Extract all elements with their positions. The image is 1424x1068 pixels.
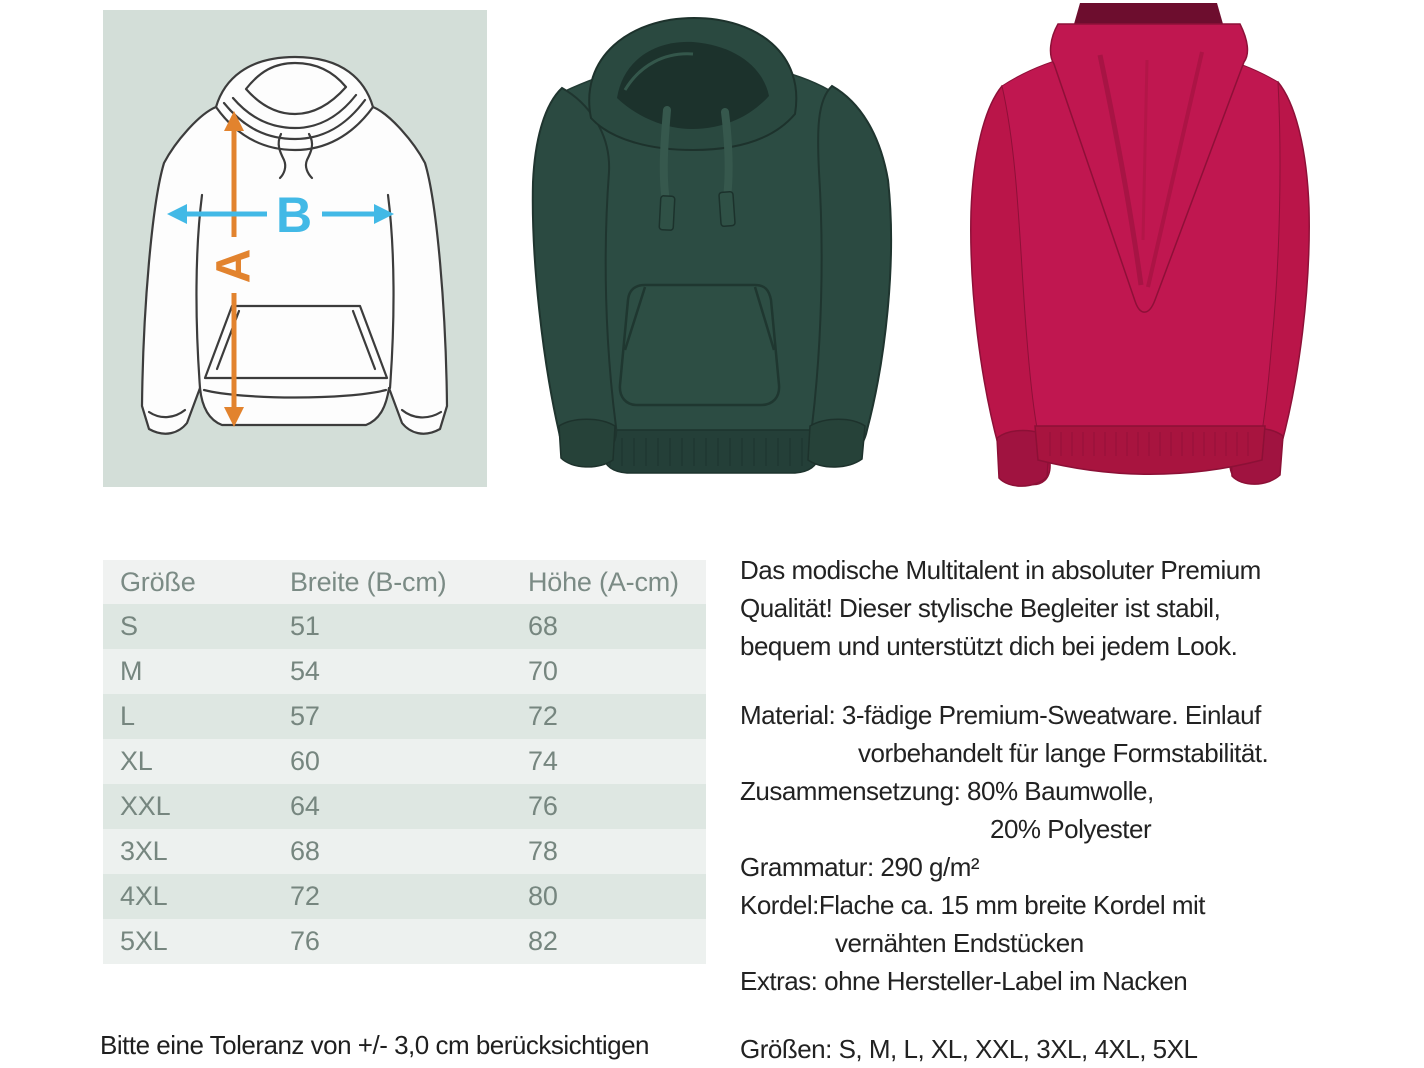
description-line: Zusammensetzung: 80% Baumwolle, (740, 776, 1154, 806)
width-cell: 51 (273, 604, 511, 649)
col-header-height: Höhe (A-cm) (511, 560, 706, 604)
size-row (103, 784, 706, 829)
description-spacer (740, 1000, 1400, 1030)
front-left-sleeve (533, 88, 616, 458)
size-row (103, 829, 706, 874)
size-diagram-panel (103, 10, 487, 487)
description-sizes-line: Größen: S, M, L, XL, XXL, 3XL, 4XL, 5XL (740, 1034, 1198, 1064)
height-cell: 80 (511, 874, 706, 919)
hoodie-front-graphic (505, 10, 935, 488)
description-line: Das modische Multitalent in absoluter Premium (740, 555, 1261, 585)
description-line: Qualität! Dieser stylische Begleiter ist stabil, (740, 593, 1221, 623)
height-cell: 72 (511, 694, 706, 739)
size-cell: 4XL (103, 874, 273, 919)
hoodie-back-graphic (950, 0, 1350, 490)
height-cell: 68 (511, 604, 706, 649)
front-right-cuff (808, 419, 865, 467)
width-cell: 60 (273, 739, 511, 784)
description-spacer (740, 665, 1400, 696)
height-cell: 74 (511, 739, 706, 784)
description-line: vernähten Endstücken (835, 928, 1084, 958)
size-row (103, 919, 706, 964)
size-cell: L (103, 694, 273, 739)
width-cell: 68 (273, 829, 511, 874)
description-line: Extras: ohne Hersteller-Label im Nacken (740, 966, 1188, 996)
size-cell: 5XL (103, 919, 273, 964)
size-table (103, 560, 706, 964)
measure-label-a: A (207, 248, 261, 284)
description-line: 20% Polyester (990, 814, 1152, 844)
size-row (103, 694, 706, 739)
size-cell: XL (103, 739, 273, 784)
size-row (103, 649, 706, 694)
front-right-sleeve (812, 86, 891, 457)
tolerance-note: Bitte eine Toleranz von +/- 3,0 cm berücksichtigen (100, 1030, 649, 1060)
height-cell: 78 (511, 829, 706, 874)
product-description (740, 551, 1400, 1068)
description-line: Kordel:Flache ca. 15 mm breite Kordel mit (740, 890, 1206, 920)
front-left-cuff (559, 419, 615, 467)
hoodie-back-photo (950, 0, 1350, 490)
width-cell: 72 (273, 874, 511, 919)
width-cell: 57 (273, 694, 511, 739)
height-cell: 76 (511, 784, 706, 829)
hoodie-outline-drawing (142, 57, 447, 434)
size-cell: S (103, 604, 273, 649)
description-line: bequem und unterstützt dich bei jedem Look. (740, 631, 1238, 661)
width-cell: 64 (273, 784, 511, 829)
front-pocket (620, 285, 779, 405)
height-cell: 82 (511, 919, 706, 964)
size-cell: 3XL (103, 829, 273, 874)
size-cell: M (103, 649, 273, 694)
col-header-width: Breite (B-cm) (273, 560, 511, 604)
col-header-size: Größe (103, 560, 273, 604)
size-row (103, 874, 706, 919)
width-cell: 54 (273, 649, 511, 694)
size-row (103, 604, 706, 649)
measure-label-b: B (275, 187, 313, 243)
description-line: Material: 3-fädige Premium-Sweatware. Einlauf (740, 700, 1261, 730)
size-cell: XXL (103, 784, 273, 829)
size-table-header-row (103, 560, 706, 604)
hoodie-front-photo (505, 10, 935, 488)
height-cell: 70 (511, 649, 706, 694)
width-cell: 76 (273, 919, 511, 964)
description-line: Grammatur: 290 g/m² (740, 852, 980, 882)
size-row (103, 739, 706, 784)
hoodie-measure-diagram-graphic (103, 10, 487, 487)
description-line: vorbehandelt für lange Formstabilität. (858, 738, 1269, 768)
